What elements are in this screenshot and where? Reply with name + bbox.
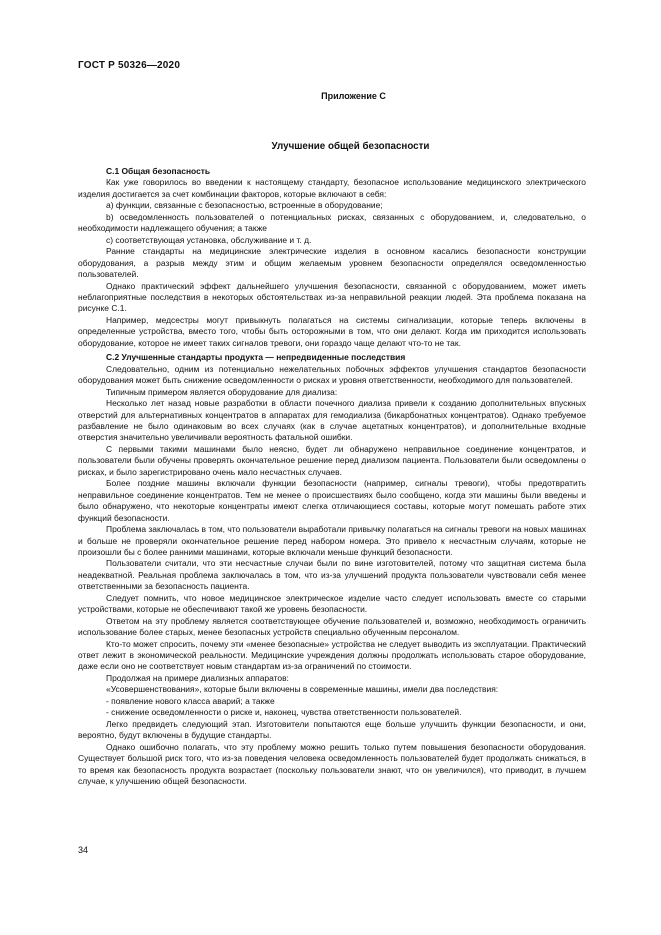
page-number: 34	[78, 845, 89, 855]
annex-label	[0, 91, 661, 101]
paragraph: Однако практический эффект дальнейшего улучшения безопасности, связанной с оборудованием, может иметь неблагоприятные последствия в некоторых обстоятельствах из-за неправильной реакции людей. Эта проблема показана на рисунке С.1.	[78, 280, 586, 314]
paragraph: Однако ошибочно полагать, что эту проблему можно решить только путем повышения безопасности оборудования. Существует большой риск того, что из-за поведения человека осведомленность пользователей будет продолжать снижаться, в то время как безопасность продукта возрастает (поскольку пользователи знают, что он увеличился), что приводит, в лучшем случае, к улучшению общей безопасности.	[78, 741, 586, 787]
annex-title-text: Улучшение общей безопасности	[271, 141, 430, 152]
paragraph: Ответом на эту проблему является соответствующее обучение пользователей и, возможно, необходимость ограничить использование более старых, менее безопасных устройств специально обученным персоналом.	[78, 615, 586, 638]
paragraph: Как уже говорилось во введении к настоящему стандарту, безопасное использование медицинского электрического изделия достигается за счет комбинации факторов, которые включают в себя:	[78, 177, 586, 199]
paragraph: Кто-то может спросить, почему эти «менее безопасные» устройства не следует выводить из эксплуатации. Практический ответ лежит в экономической реальности. Медицинские учреждения должны продолжать использовать старое оборудование, даже если оно не соответствует новым стандартам из-за ограничений по стоимости.	[78, 638, 586, 672]
paragraph: Несколько лет назад новые разработки в области почечного диализа привели к созданию дополнительных впускных отверстий для альтернативных концентратов в аппаратах для гемодиализа (бикарбонатных концентратов). Однако требуемое разбавление не было одинаковым во всех случаях (как в случае ацетатных концентратов), и дополнительные входные отверстия значительно увеличивали вероятность фатальной ошибки.	[78, 398, 586, 443]
paragraph: Следует помнить, что новое медицинское электрическое изделие часто следует использовать вместе со старыми устройствами, которые не обеспечивают такой же уровень безопасности.	[78, 592, 586, 615]
list-item-c: c) соответствующая установка, обслуживание и т. д.	[106, 234, 312, 245]
list-item-b: b) осведомленность пользователей о потенциальных рисках, связанных с оборудованием, и, следовательно, о необходимости надлежащего обучения; а также	[78, 211, 586, 234]
section-heading-c1: С.1 Общая безопасность	[106, 166, 211, 176]
dash-list-item: - появление нового класса аварий; а также	[106, 695, 275, 706]
paragraph: Например, медсестры могут привыкнуть полагаться на системы сигнализации, которые теперь включены в определенные устройства, вместо того, чтобы быть осторожными в том, что они делают. Когда им приходится использовать оборудование, которое не имеет таких сигналов тревоги, они гораздо чаще делают что-то не так.	[78, 314, 586, 348]
paragraph: Более поздние машины включали функции безопасности (например, сигналы тревоги), чтобы предотвратить неправильное соединение концентратов. Тем не менее о происшествиях было сообщено, когда эти машины были введены и было обнаружено, что некоторые концентраты имеют слегка отличающиеся составы, которые могут помешать работе этих функций безопасности.	[78, 478, 586, 523]
document-code: ГОСТ Р 50326—2020	[78, 60, 181, 71]
paragraph: Следовательно, одним из потенциально нежелательных побочных эффектов улучшения стандартов безопасности оборудования может быть снижение осведомленности о рисках и уровня ответственности, необходимого для пользователей.	[78, 363, 586, 386]
paragraph: Легко предвидеть следующий этап. Изготовители попытаются еще больше улучшить функции безопасности, и они, вероятно, будут включены в будущие стандарты.	[78, 718, 586, 741]
dash-list-item: - снижение осведомленности о риске и, наконец, чувства ответственности пользователей.	[106, 707, 462, 718]
paragraph: Продолжая на примере диализных аппаратов:	[106, 672, 289, 683]
paragraph: Пользователи считали, что эти несчастные случаи были по вине изготовителей, потому что защитная система была неадекватной. Реальная проблема заключалась в том, что из-за улучшений продукта пользователи чувствовали себя менее ответственными за безопасность пациента.	[78, 558, 586, 592]
annex-title	[0, 141, 661, 152]
paragraph: Ранние стандарты на медицинские электрические изделия в основном касались безопасности конструкции оборудования, а разрыв между этим и общим желаемым уровнем безопасности определялся осведомленностью пользователей.	[78, 246, 586, 280]
list-item-a: a) функции, связанные с безопасностью, встроенные в оборудование;	[106, 200, 383, 211]
document-body	[78, 166, 586, 787]
paragraph: Типичным примером является оборудование для диализа:	[106, 386, 338, 397]
section-heading-c2: С.2 Улучшенные стандарты продукта — непредвиденные последствия	[106, 352, 406, 363]
paragraph: С первыми такими машинами было неясно, будет ли обнаружено неправильное соединение концентратов, и пользователи были обучены проверять окончательное решение перед диализом пациента. Пользователи были осведомлены о рисках, и было зарегистрировано очень мало несчастных случаев.	[78, 443, 586, 477]
annex-label-text: Приложение С	[321, 91, 386, 101]
paragraph: Проблема заключалась в том, что пользователи выработали привычку полагаться на сигналы тревоги на новых машинах и больше не проверяли окончательное решение перед набором номера. Это привело к несчастным случаям, которые не произошли бы с более ранними машинами, которые включали меньше функций безопасности.	[78, 524, 586, 557]
paragraph: «Усовершенствования», которые были включены в современные машины, имели два последствия:	[106, 684, 499, 695]
